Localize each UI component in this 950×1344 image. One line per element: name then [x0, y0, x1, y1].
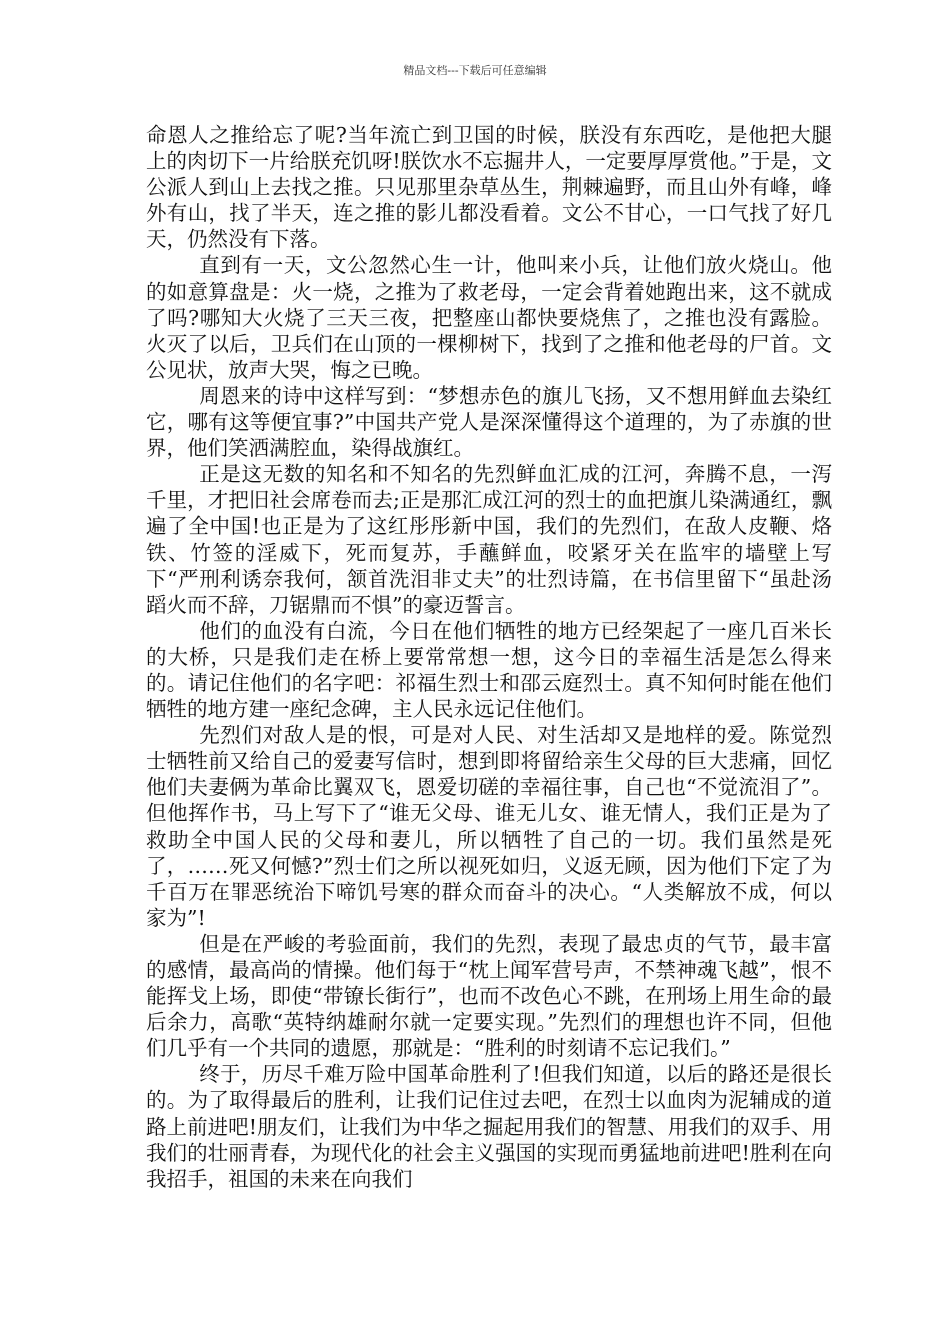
paragraph-2: 直到有一天，文公忽然心生一计，他叫来小兵，让他们放火烧山。他的如意算盘是：火一烧，之推为了救老母，一定会背着她跑出来，这不就成了吗?哪知大火烧了三天三夜，把整座山都快要烧焦了，之推也没有露脸。火灭了以后，卫兵们在山顶的一棵柳树下，找到了之推和他老母的尸首。文公见状，放声大哭，悔之已晚。: [146, 253, 832, 382]
paragraph-1: 命恩人之推给忘了呢?当年流亡到卫国的时候，朕没有东西吃，是他把大腿上的肉切下一片给朕充饥呀!朕饮水不忘掘井人，一定要厚厚赏他。”于是，文公派人到山上去找之推。只见那里杂草丛生，荆棘遍野，而且山外有峰，峰外有山，找了半天，连之推的影儿都没看着。文公不甘心，一口气找了好几天，仍然没有下落。: [146, 123, 832, 252]
paragraph-6: 先烈们对敌人是的恨，可是对人民、对生活却又是地样的爱。陈觉烈士牺牲前又给自己的爱妻写信时，想到即将留给亲生父母的巨大悲痛，回忆他们夫妻俩为革命比翼双飞，恩爱切磋的幸福往事，自己也“不觉流泪了”。但他挥作书，马上写下了“谁无父母、谁无儿女、谁无情人，我们正是为了救助全中国人民的父母和妻儿，所以牺牲了自己的一切。我们虽然是死了，……死又何憾?”烈士们之所以视死如归，义返无顾，因为他们下定了为千百万在罪恶统治下啼饥号寒的群众而奋斗的决心。“人类解放不成，何以家为”!: [146, 723, 832, 930]
paragraph-7: 但是在严峻的考验面前，我们的先烈，表现了最忠贞的气节，最丰富的感情，最高尚的情操。他们每于“枕上闻军营号声，不禁神魂飞越”，恨不能挥戈上场，即使“带镣长街行”，也而不改色心不跳，在刑场上用生命的最后余力，高歌“英特纳雄耐尔就一定要实现。”先烈们的理想也许不同，但他们几乎有一个共同的遗愿，那就是：“胜利的时刻请不忘记我们。”: [146, 931, 832, 1061]
body-text: [146, 122, 832, 1192]
paragraph-3: 周恩来的诗中这样写到：“梦想赤色的旗儿飞扬，又不想用鲜血去染红它，哪有这等便宜事?”中国共产党人是深深懂得这个道理的，为了赤旗的世界，他们笑洒满腔血，染得战旗红。: [146, 383, 832, 461]
paragraph-4: 正是这无数的知名和不知名的先烈鲜血汇成的江河，奔腾不息，一泻千里，才把旧社会席卷而去;正是那汇成江河的烈士的血把旗儿染满通红，飘遍了全中国!也正是为了这红彤彤新中国，我们的先烈们，在敌人皮鞭、烙铁、竹签的淫威下，死而复苏，手蘸鲜血，咬紧牙关在监牢的墙壁上写下“严刑利诱奈我何，颔首洗泪非丈夫”的壮烈诗篇，在书信里留下“虽赴汤蹈火而不辞，刀锯鼎而不惧”的豪迈誓言。: [146, 462, 832, 617]
paragraph-8: 终于，历尽千难万险中国革命胜利了!但我们知道，以后的路还是很长的。为了取得最后的胜利，让我们记住过去吧，在烈士以血肉为泥辅成的道路上前进吧!朋友们，让我们为中华之掘起用我们的智慧、用我们的双手、用我们的壮丽青春，为现代化的社会主义强国的实现而勇猛地前进吧!胜利在向我招手，祖国的未来在向我们: [146, 1062, 832, 1191]
paragraph-5: 他们的血没有白流，今日在他们牺牲的地方已经架起了一座几百米长的大桥，只是我们走在桥上要常常想一想，这今日的幸福生活是怎么得来的。请记住他们的名字吧：祁福生烈士和邵云庭烈士。真不知何时能在他们牺牲的地方建一座纪念碑，主人民永远记住他们。: [146, 618, 832, 722]
page-header: 精品文档---下载后可任意编辑: [403, 64, 547, 77]
